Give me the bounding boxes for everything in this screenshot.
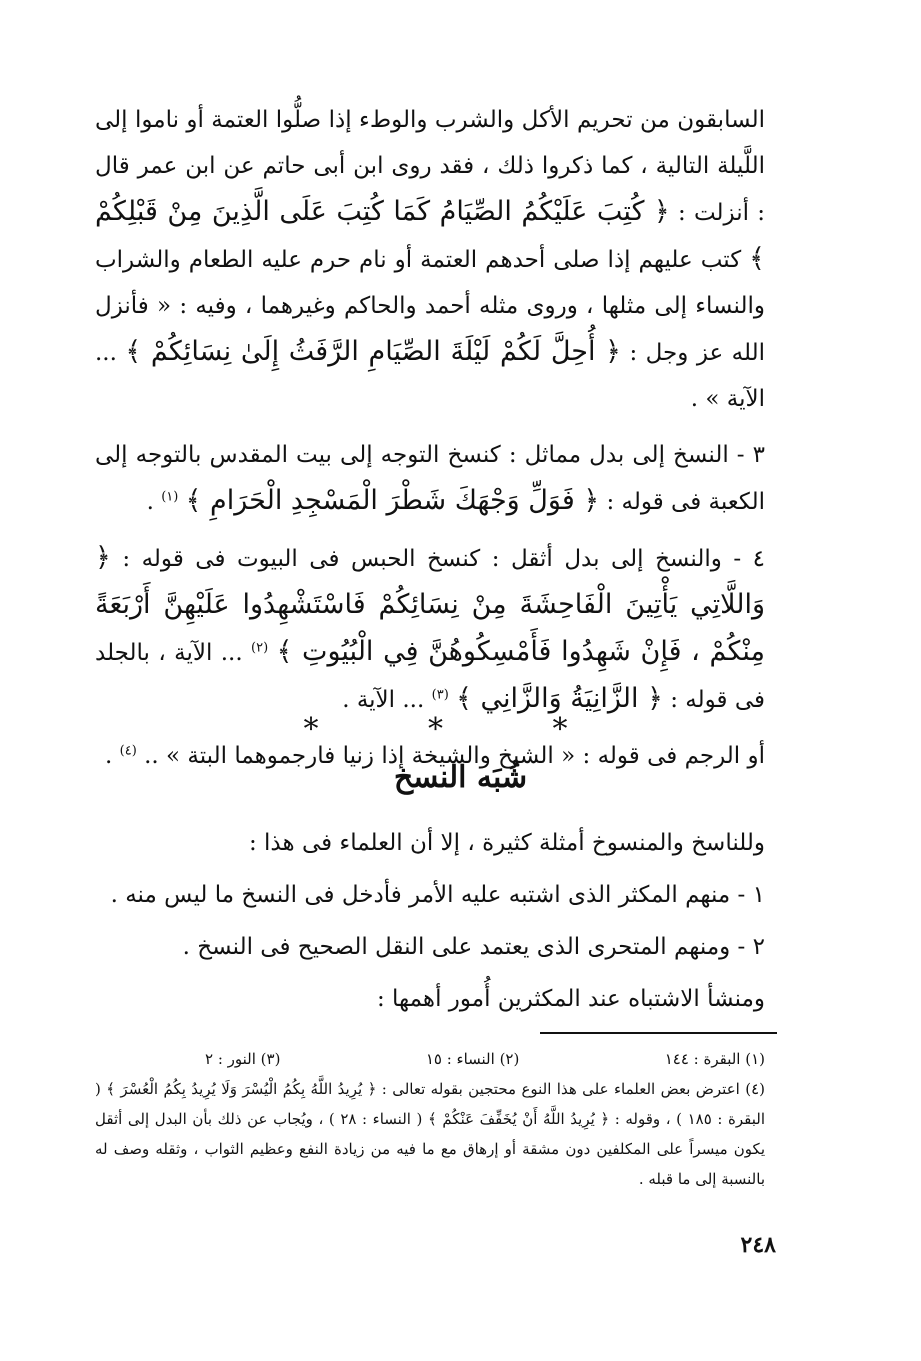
footnote-1: (١) البقرة : ١٤٤ bbox=[664, 1050, 765, 1068]
quran-verse-4: ﴿ وَاللَّاتِي يَأْتِينَ الْفَاحِشَةَ مِنْ نِسَائِكُمْ فَاسْتَشْهِدُوا عَلَيْهِنَّ أَرْبَعَةً مِنْكُمْ ، فَإِنْ شَهِدُوا فَأَمْسِكُوهُنَّ فِي الْبُيُوتِ ﴾ bbox=[95, 542, 765, 667]
quran-verse-3: ﴿ فَوَلِّ وَجْهَكَ شَطْرَ الْمَسْجِدِ الْحَرَامِ ﴾ bbox=[185, 485, 600, 516]
footnote-marker-1: (١) bbox=[161, 489, 179, 505]
footnote-references bbox=[205, 1044, 765, 1074]
footnote-4: (٤) اعترض بعض العلماء على هذا النوع محتجين بقوله تعالى : ﴿ يُرِيدُ اللَّهُ بِكُمُ الْيُسْرَ وَلَا يُرِيدُ بِكُمُ الْعُسْرَ ﴾ ( البقرة : ١٨٥ ) ، وقوله : ﴿ يُرِيدُ اللَّهُ أَنْ يُخَفِّفَ عَنْكُمْ ﴾ ( النساء : ٢٨ ) ، ويُجاب عن ذلك بأن البدل إلى أثقل يكون ميسراً على المكلفين دون مشقة أو إرهاق مع ما فيه من زيادة النفع وعظيم الثواب ، وثقله وصف له بالنسبة إلى ما قبله . bbox=[95, 1080, 765, 1188]
paragraph-1-text-a: السابقون من تحريم الأكل والشرب والوطء إذا صلُّوا العتمة أو ناموا إلى اللَّيلة التالية ، كما ذكروا ذلك ، فقد روى ابن أبى حاتم عن ابن عمر قال : أنزلت : bbox=[95, 107, 766, 226]
section-heading: شُبَه النسخ bbox=[393, 760, 528, 795]
quran-verse-5: ﴿ الزَّانِيَةُ وَالزَّانِي ﴾ bbox=[456, 683, 663, 714]
paragraph-3-text-c: ... الآية . bbox=[342, 687, 425, 713]
footnote-marker-4: (٤) bbox=[119, 743, 137, 759]
paragraph-3-text-b: ... الآية ، بالجلد فى قوله : bbox=[95, 640, 765, 713]
footnote-marker-3: (٣) bbox=[431, 687, 449, 703]
footnote-2: (٢) النساء : ١٥ bbox=[425, 1050, 520, 1068]
page-number: ٢٤٨ bbox=[740, 1232, 776, 1258]
paragraph-2-text-b: . bbox=[146, 489, 154, 515]
paragraph-3 bbox=[95, 535, 765, 723]
paragraph-4-text-a: أو الرجم فى قوله : « الشيخ والشيخة إذا زنيا فارجموهما البتة » .. bbox=[144, 743, 765, 769]
section-separator: * * * bbox=[303, 712, 618, 747]
paragraph-1-text-c: ... الآية » . bbox=[95, 340, 765, 412]
paragraph-1-text-b: كتب عليهم إذا صلى أحدهم العتمة أو نام حرم عليه الطعام والشراب والنساء إلى مثلها ، وروى مثله أحمد والحاكم وغيرهما ، وفيه : « فأنزل الله عز وجل : bbox=[95, 247, 766, 366]
section-outro: ومنشأ الاشتباه عند المكثرين أُمور أهمها : bbox=[376, 986, 765, 1012]
footnote-divider bbox=[540, 1032, 777, 1034]
section-intro: وللناسخ والمنسوخ أمثلة كثيرة ، إلا أن العلماء فى هذا : bbox=[248, 830, 765, 856]
quran-verse-1: ﴿ كُتِبَ عَلَيْكُمُ الصِّيَامُ كَمَا كُتِبَ عَلَى الَّذِينَ مِنْ قَبْلِكُمْ ﴾ bbox=[95, 196, 765, 274]
paragraph-2 bbox=[95, 432, 765, 525]
section-item-1: ١ - منهم المكثر الذى اشتبه عليه الأمر فأدخل فى النسخ ما ليس منه . bbox=[110, 882, 765, 908]
footnote-marker-2: (٢) bbox=[251, 640, 269, 656]
paragraph-4-text-b: . bbox=[105, 743, 113, 769]
paragraph-1 bbox=[95, 97, 765, 422]
footnotes bbox=[95, 1044, 765, 1194]
paragraph-2-text-a: ٣ - النسخ إلى بدل مماثل : كنسخ التوجه إلى بيت المقدس بالتوجه إلى الكعبة فى قوله : bbox=[95, 442, 765, 515]
quran-verse-2: ﴿ أُحِلَّ لَكُمْ لَيْلَةَ الصِّيَامِ الرَّفَثُ إِلَىٰ نِسَائِكُمْ ﴾ bbox=[125, 336, 621, 367]
section-item-2: ٢ - ومنهم المتحرى الذى يعتمد على النقل الصحيح فى النسخ . bbox=[182, 934, 765, 960]
main-text bbox=[95, 97, 765, 779]
footnote-3: (٣) النور : ٢ bbox=[205, 1050, 281, 1068]
section-body bbox=[95, 818, 765, 1024]
paragraph-3-text-a: ٤ - والنسخ إلى بدل أثقل : كنسخ الحبس فى البيوت فى قوله : bbox=[122, 546, 766, 572]
